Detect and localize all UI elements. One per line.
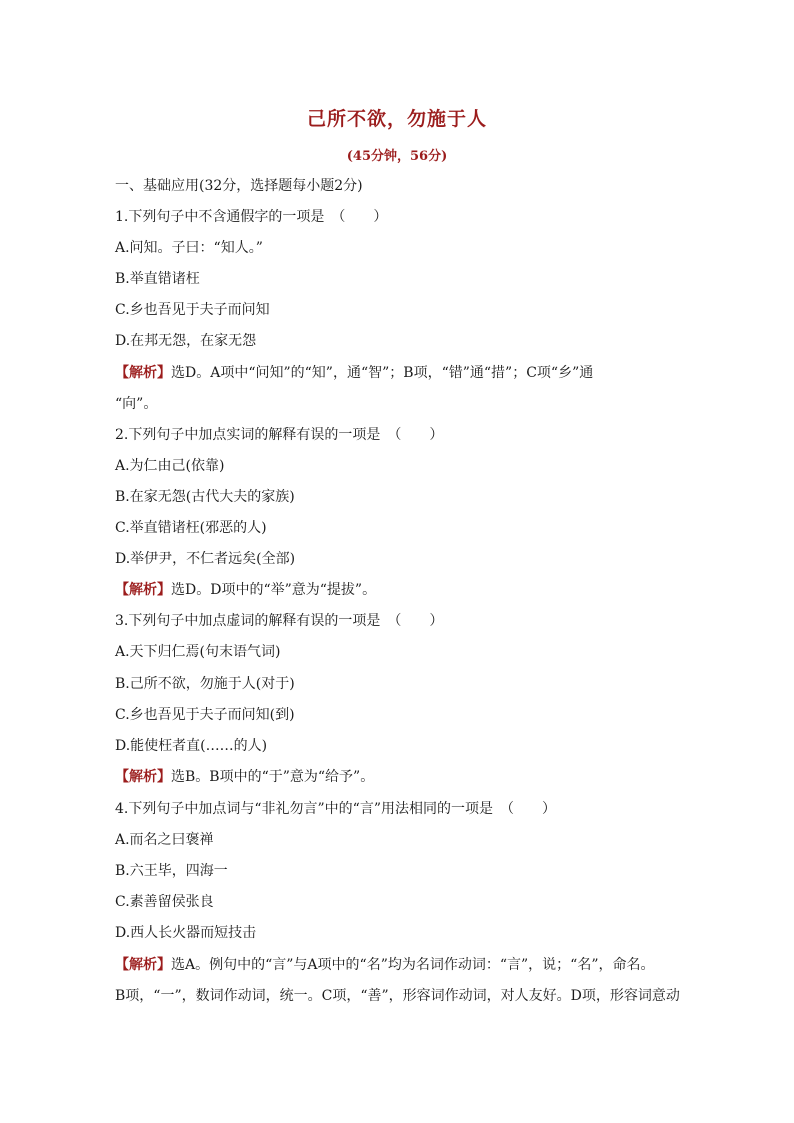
analysis-3 — [115, 768, 685, 786]
section-heading: 一、基础应用(32分，选择题每小题2分) — [115, 178, 363, 194]
option-4c: C.素善留侯张良 — [115, 894, 214, 910]
option-2a: A.为仁由己(依靠) — [115, 458, 225, 474]
analysis-text: 选B。B项中的“于”意为“给予”。 — [171, 769, 375, 785]
question-stem-1: 1.下列句子中不含通假字的一项是 （ ） — [115, 209, 388, 225]
analysis-tag: 【解析】 — [115, 582, 171, 598]
question-stem-2: 2.下列句子中加点实词的解释有误的一项是 （ ） — [115, 427, 444, 443]
option-4a: A.而名之曰褒禅 — [115, 832, 214, 848]
option-3b: B.己所不欲，勿施于人(对于) — [115, 676, 295, 692]
option-2b: B.在家无怨(古代大夫的家族) — [115, 489, 295, 505]
option-3d: D.能使枉者直(……的人) — [115, 738, 268, 754]
option-3a: A.天下归仁焉(句末语气词) — [115, 644, 281, 660]
analysis-4 — [115, 956, 685, 974]
analysis-text: 选D。D项中的“举”意为“提拔”。 — [171, 582, 377, 598]
analysis-2 — [115, 581, 685, 599]
option-1b: B.举直错诸枉 — [115, 271, 200, 287]
option-4d: D.西人长火器而短技击 — [115, 925, 257, 941]
option-3c: C.乡也吾见于夫子而问知(到) — [115, 707, 295, 723]
question-stem-3: 3.下列句子中加点虚词的解释有误的一项是 （ ） — [115, 613, 444, 629]
option-2c: C.举直错诸枉(邪恶的人) — [115, 520, 267, 536]
option-1c: C.乡也吾见于夫子而问知 — [115, 302, 270, 318]
option-2d: D.举伊尹，不仁者远矣(全部) — [115, 551, 296, 567]
question-stem-4: 4.下列句子中加点词与“非礼勿言”中的“言”用法相同的一项是 （ ） — [115, 801, 556, 817]
option-4b: B.六王毕，四海一 — [115, 863, 228, 879]
analysis-1 — [115, 364, 685, 382]
analysis-tag: 【解析】 — [115, 957, 171, 973]
analysis-1-cont: “向”。 — [115, 396, 158, 412]
page-subtitle: (45分钟，56分) — [346, 149, 448, 164]
analysis-4-cont: B项，“一”，数词作动词，统一。C项，“善”，形容词作动词，对人友好。D项，形容词意动 — [115, 988, 680, 1004]
option-1a: A.问知。子曰：“知人。” — [115, 240, 263, 256]
analysis-text: 选D。A项中“问知”的“知”，通“智”；B项，“错”通“措”；C项“乡”通 — [171, 365, 594, 381]
analysis-tag: 【解析】 — [115, 365, 171, 381]
analysis-text: 选A。例句中的“言”与A项中的“名”均为名词作动词：“言”，说；“名”，命名。 — [171, 957, 655, 973]
analysis-tag: 【解析】 — [115, 769, 171, 785]
page-title: 己所不欲，勿施于人 — [306, 108, 487, 130]
option-1d: D.在邦无怨，在家无怨 — [115, 333, 257, 349]
